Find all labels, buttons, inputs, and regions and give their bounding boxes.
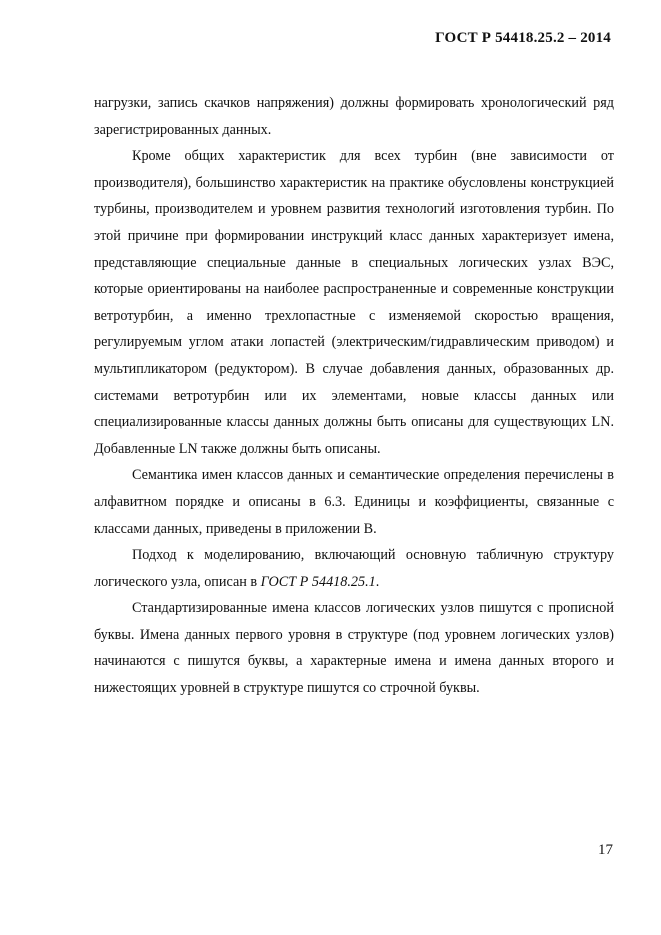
document-header: ГОСТ Р 54418.25.2 – 2014 bbox=[435, 30, 611, 46]
standard-reference: ГОСТ Р 54418.25.1 bbox=[260, 573, 376, 590]
paragraph-5: Стандартизированные имена классов логических узлов пишутся с прописной буквы. Имена данных первого уровня в структуре (под уровнем логических узлов) начинаются с пишутся буквы, а характерные имена и имена данных второго и нижестоящих уровней в структуре пишутся со строчной буквы. bbox=[94, 600, 614, 697]
page-number: 17 bbox=[598, 842, 613, 858]
paragraph-4-end: . bbox=[375, 573, 380, 590]
document-body bbox=[94, 90, 614, 702]
paragraph-4-text: Подход к моделированию, включающий основную табличную структуру логического узла, описан в bbox=[94, 547, 614, 590]
paragraph-3: Семантика имен классов данных и семантические определения перечислены в алфавитном порядке и описаны в 6.3. Единицы и коэффициенты, связанные с классами данных, приведены в приложении В. bbox=[94, 467, 614, 537]
paragraph-1: нагрузки, запись скачков напряжения) должны формировать хронологический ряд зарегистрированных данных. bbox=[94, 95, 614, 138]
paragraph-4 bbox=[94, 542, 614, 595]
paragraph-2: Кроме общих характеристик для всех турбин (вне зависимости от производителя), большинство характеристик на практике обусловлены конструкцией турбины, производителем и уровнем развития технологий изготовления турбин. По этой причине при формировании инструкций класс данных характеризует имена, представляющие специальные данные в специальных логических узлах ВЭС, которые ориентированы на наиболее распространенные и современные конструкции ветротурбин, а именно трехлопастные с изменяемой скоростью вращения, регулируемым углом атаки лопастей (электрическим/гидравлическим приводом) и мультипликатором (редуктором). В случае добавления данных, образованных др. системами ветротурбин или их элементами, новые классы данных или специализированные классы данных должны быть описаны для существующих LN. Добавленные LN также должны быть описаны. bbox=[94, 148, 614, 457]
